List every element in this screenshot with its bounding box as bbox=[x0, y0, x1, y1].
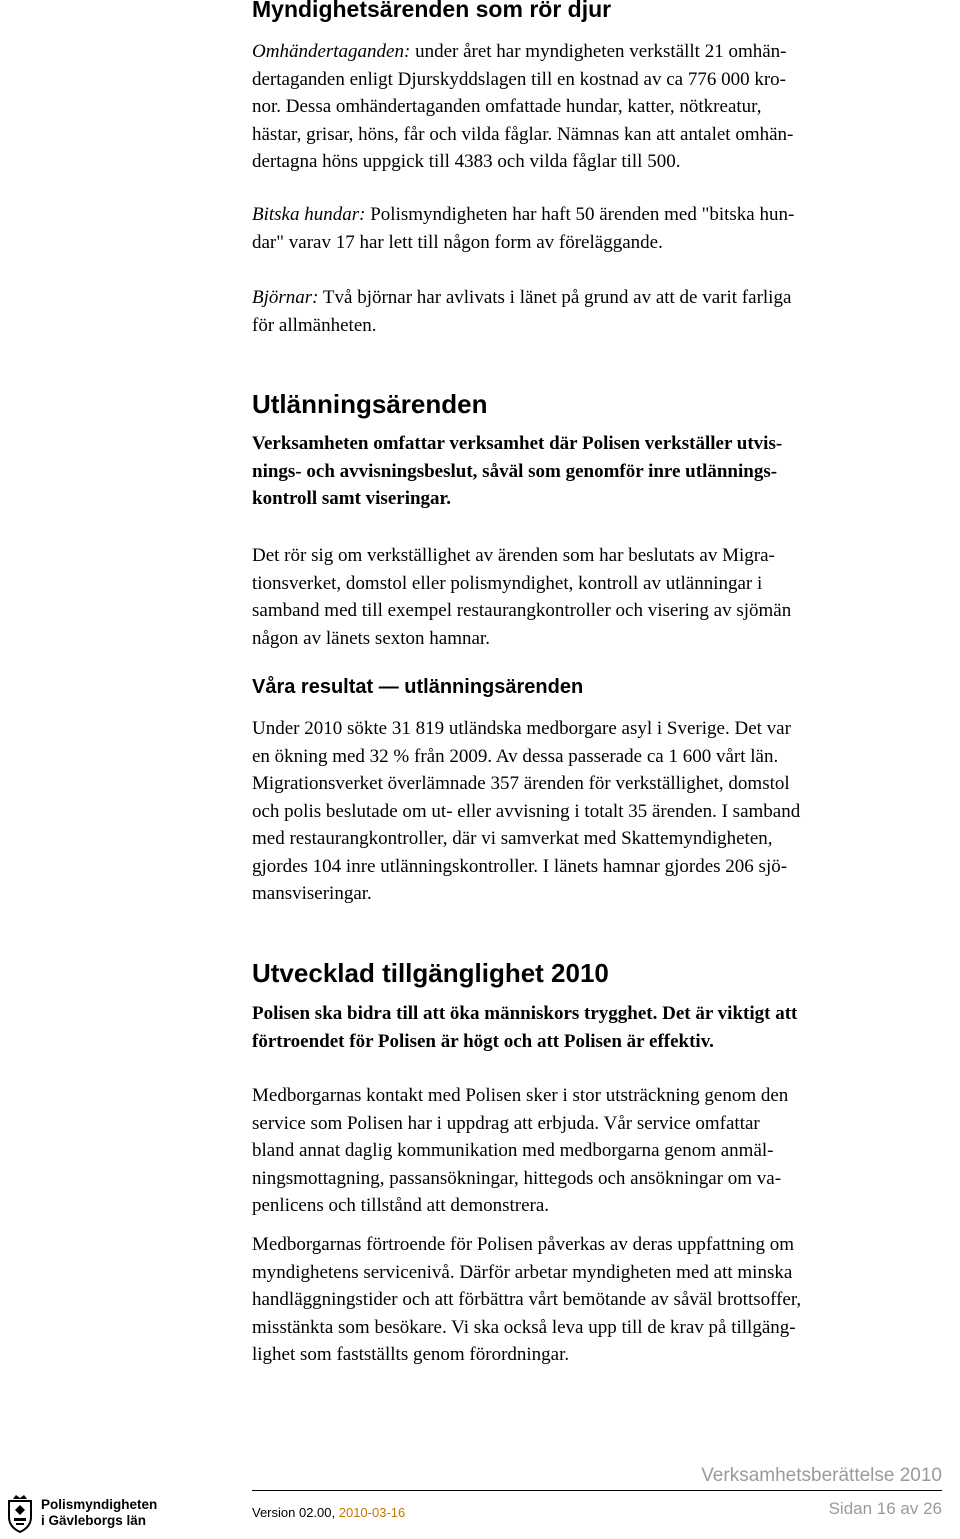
paragraph-bitska-hundar: Bitska hundar: Polismyndigheten har haft 50 ärenden med "bitska hun- dar" varav 17 har lett till någon form av föreläggande. bbox=[252, 204, 795, 253]
label-bjornar: Björnar: bbox=[252, 287, 319, 308]
footer-version: Version 02.00, 2010-03-16 bbox=[252, 1505, 406, 1520]
paragraph-service: Medborgarnas kontakt med Polisen sker i stor utsträckning genom den service som Polisen har i uppdrag att erbjuda. Vår service omfattar bland annat daglig kommunikation med medborgarna genom anmäl- ningsmottagning, passansökningar, hittegods och ansökningar om va- penlicens och tillstånd att demonstrera. bbox=[252, 1085, 789, 1216]
paragraph-omhandertaganden: Omhändertaganden: under året har myndigheten verkställt 21 omhän- dertaganden enligt Djurskyddslagen till en kostnad av ca 776 000 kro- nor. Dessa omhändertaganden omfattade hundar, katter, nötkreatur, hästar, grisar, höns, får och vilda fåglar. Nämnas kan att antalet omhän- dertagna höns uppgick till 4383 och vilda fåglar till 500. bbox=[252, 41, 794, 172]
police-crest-icon bbox=[5, 1493, 35, 1533]
paragraph-bjornar: Björnar: Två björnar har avlivats i länet på grund av att de varit farliga för allmänheten. bbox=[252, 287, 792, 336]
footer-divider bbox=[252, 1490, 942, 1491]
label-omhandertaganden: Omhändertaganden: bbox=[252, 41, 411, 62]
paragraph-resultat: Under 2010 sökte 31 819 utländska medborgare asyl i Sverige. Det var en ökning med 32 % från 2009. Av dessa passerade ca 1 600 vårt län. Migrationsverket överlämnade 357 ärenden för verkställighet, domstol och polis beslutade om ut- eller avvisning i totalt 35 ärenden. I samband med restaurangkontroller, där vi samverkat med Skattemyndigheten, gjordes 104 inre utlänningskontroller. I länets hamnar gjordes 206 sjö- mansviseringar. bbox=[252, 718, 801, 904]
label-bitska-hundar: Bitska hundar: bbox=[252, 204, 366, 225]
police-logo bbox=[5, 1493, 165, 1533]
paragraph-fortroende: Medborgarnas förtroende för Polisen påverkas av deras uppfattning om myndighetens servicenivå. Därför arbetar myndigheten med att minska handläggningstider och att förbättra vårt bemötande av såväl brottsoffer, misstänkta som besökare. Vi ska också leva upp till de krav på tillgäng- lighet som fastställts genom förordningar. bbox=[252, 1234, 802, 1365]
footer-document-title: Verksamhetsberättelse 2010 bbox=[701, 1465, 942, 1486]
section-heading-djur: Myndighetsärenden som rör djur bbox=[252, 0, 612, 22]
lead-paragraph-utlanning: Verksamheten omfattar verksamhet där Polisen verkställer utvis- nings- och avvisningsbeslut, såväl som genomför inre utlännings- kontroll samt viseringar. bbox=[252, 433, 783, 509]
footer-page-number: Sidan 16 av 26 bbox=[828, 1499, 942, 1518]
paragraph-utlanning: Det rör sig om verkställighet av ärenden som har beslutats av Migra- tionsverket, domstol eller polismyndighet, kontroll av utlänningar i samband med till exempel restaurangkontroller och visering av sjömän någon av länets sexton hamnar. bbox=[252, 545, 792, 649]
subsection-heading-resultat: Våra resultat — utlänningsärenden bbox=[252, 676, 584, 698]
section-heading-utlanning: Utlänningsärenden bbox=[252, 389, 488, 419]
logo-text: Polismyndigheten i Gävleborgs län bbox=[41, 1497, 158, 1528]
section-heading-tillganglighet: Utvecklad tillgänglighet 2010 bbox=[252, 958, 609, 988]
lead-paragraph-tillganglighet: Polisen ska bidra till att öka människors trygghet. Det är viktigt att förtroendet för Polisen är högt och att Polisen är effektiv. bbox=[252, 1003, 798, 1052]
